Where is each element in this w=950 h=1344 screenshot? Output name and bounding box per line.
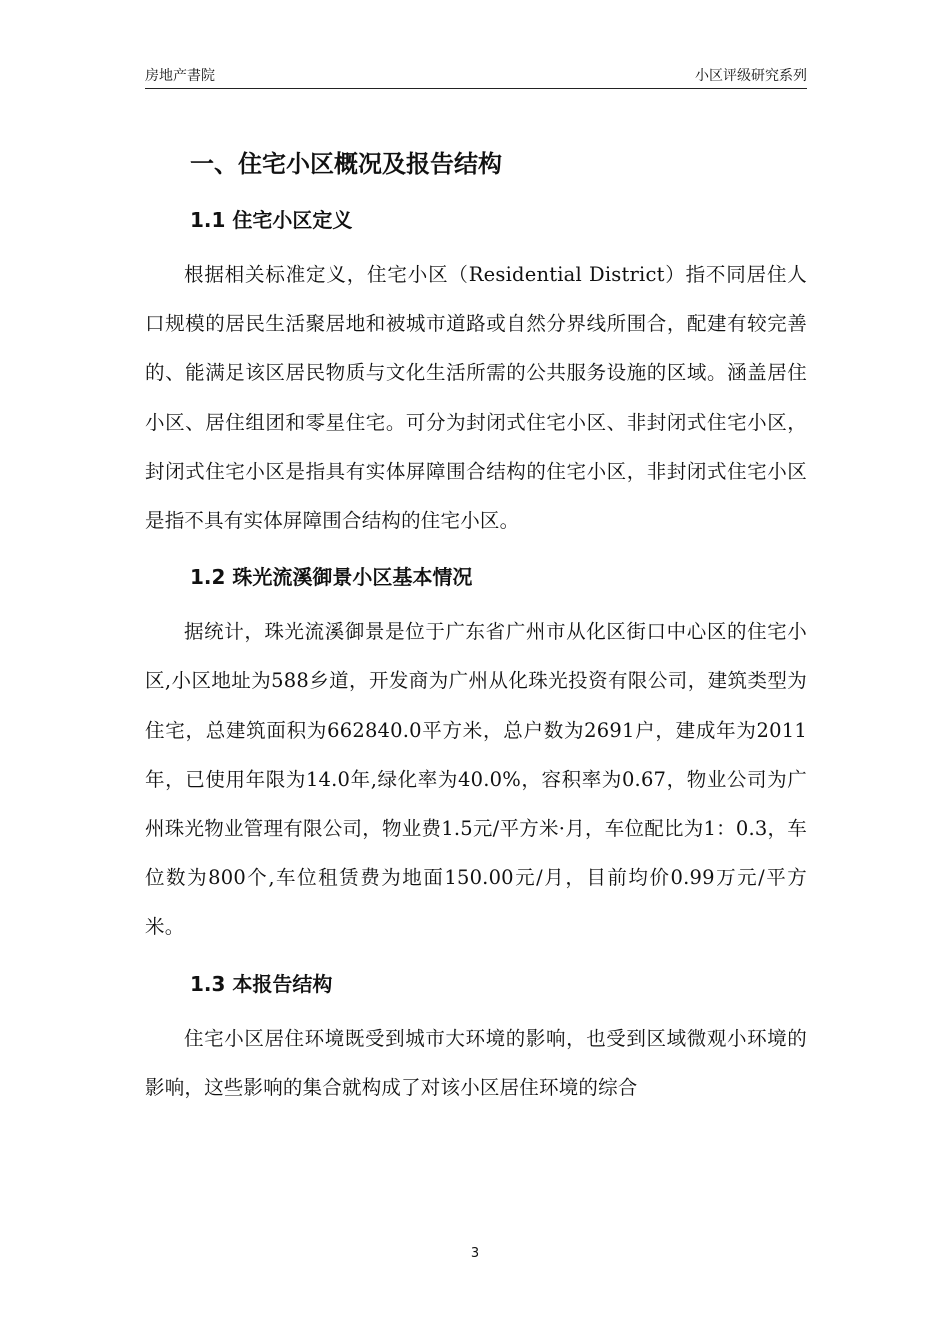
page-header <box>145 66 807 89</box>
section-title: 一、住宅小区概况及报告结构 <box>190 150 502 178</box>
header-series-title: 小区评级研究系列 <box>695 68 807 84</box>
subsection-heading-report-structure: 1.3 本报告结构 <box>190 971 333 996</box>
paragraph-report-structure: 住宅小区居住环境既受到城市大环境的影响，也受到区域微观小环境的影响，这些影响的集合就构成了对该小区居住环境的综合 <box>145 1026 807 1099</box>
document-body <box>145 140 807 1120</box>
header-publisher: 房地产書院 <box>145 68 215 84</box>
subsection-heading-definition: 1.1 住宅小区定义 <box>190 208 353 232</box>
subsection-heading-basic-info: 1.2 珠光流溪御景小区基本情况 <box>190 565 473 590</box>
paragraph-basic-info: 据统计，珠光流溪御景是位于广东省广州市从化区街口中心区的住宅小区,小区地址为588乡道，开发商为广州从化珠光投资有限公司，建筑类型为住宅，总建筑面积为662840.0平方米，总户数为2691户，建成年为2011年，已使用年限为14.0年,绿化率为40.0%，容积率为0.67，物业公司为广州珠光物业管理有限公司，物业费1.5元/平方米·月，车位配比为1：0.3，车位数为800个,车位租赁费为地面150.00元/月，目前均价0.99万元/平方米。 <box>145 620 807 939</box>
paragraph-definition: 根据相关标准定义，住宅小区（Residential District）指不同居住人口规模的居民生活聚居地和被城市道路或自然分界线所围合，配建有较完善的、能满足该区居民物质与文化生活所需的公共服务设施的区域。涵盖居住小区、居住组团和零星住宅。可分为封闭式住宅小区、非封闭式住宅小区，封闭式住宅小区是指具有实体屏障围合结构的住宅小区，非封闭式住宅小区是指不具有实体屏障围合结构的住宅小区。 <box>145 263 807 533</box>
page-number: 3 <box>470 1246 480 1261</box>
